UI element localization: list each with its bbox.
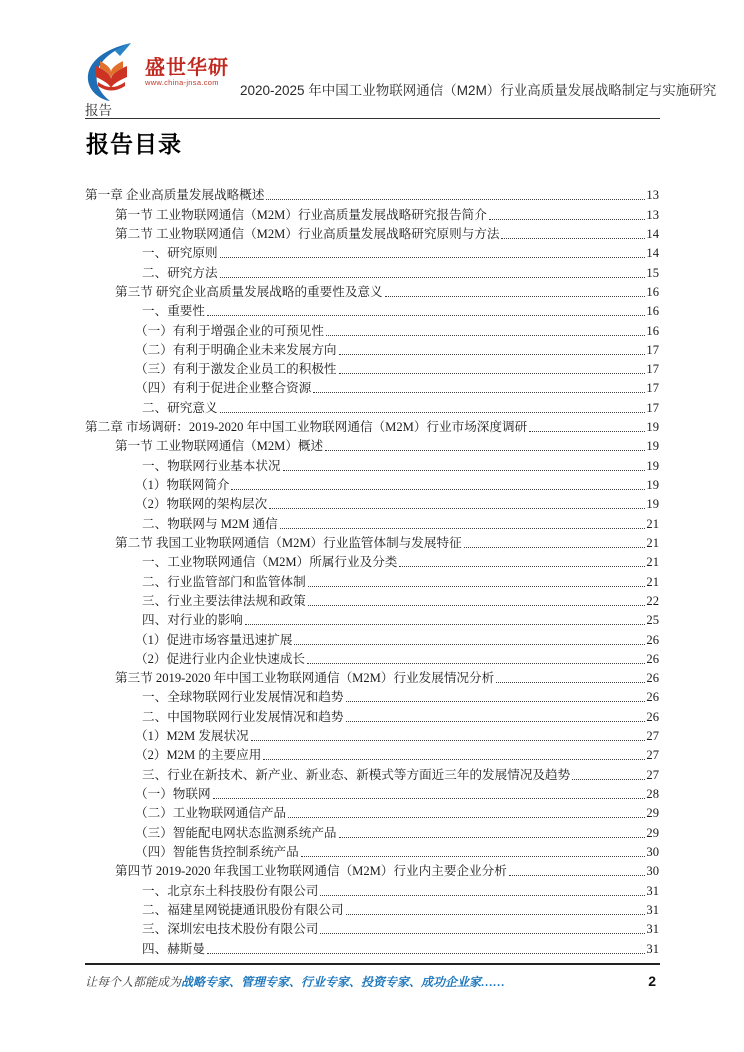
toc-entry-title: 二、物联网与 M2M 通信 <box>142 516 278 531</box>
toc-entry[interactable] <box>85 396 659 415</box>
toc-entry-title: （1）促进市场容量迅速扩展 <box>135 632 293 647</box>
toc-leader-dots <box>308 586 646 587</box>
toc-leader-dots <box>251 740 646 741</box>
toc-entry-page: 19 <box>646 420 659 435</box>
toc-leader-dots <box>346 701 646 702</box>
toc-entry[interactable] <box>85 937 659 956</box>
slogan-emphasis: 战略专家、管理专家、行业专家、投资专家、成功企业家…… <box>181 975 506 989</box>
toc-leader-dots <box>320 933 645 934</box>
toc-entry-page: 27 <box>646 729 659 744</box>
toc-entry[interactable] <box>85 879 659 898</box>
toc-entry-title: 一、重要性 <box>142 304 205 319</box>
toc-entry-title: （1）物联网简介 <box>135 478 230 492</box>
toc-entry-page: 14 <box>646 246 659 261</box>
toc-entry-title: 四、对行业的影响 <box>142 613 243 628</box>
toc-entry-title: 四、赫斯曼 <box>142 941 205 956</box>
toc-entry-page: 21 <box>646 535 659 550</box>
toc-entry-page: 17 <box>646 381 659 396</box>
footer-page-number: 2 <box>648 973 656 989</box>
report-title-line1: 2020-2025 年中国工业物联网通信（M2M）行业高质量发展战略制定与实施研究 <box>240 83 717 98</box>
footer-divider <box>85 963 660 965</box>
report-title-line2: 报告 <box>85 103 112 118</box>
toc-leader-dots <box>501 238 645 239</box>
toc-entry-title: 第三节 2019-2020 年中国工业物联网通信（M2M）行业发展情况分析 <box>115 671 495 686</box>
toc-entry-page: 21 <box>646 555 659 570</box>
toc-leader-dots <box>213 798 646 799</box>
toc-leader-dots <box>308 605 646 606</box>
toc-entry-page: 21 <box>646 516 659 531</box>
toc-entry[interactable] <box>85 551 659 570</box>
toc-entry[interactable] <box>85 184 659 203</box>
toc-entry-page: 19 <box>646 439 659 454</box>
toc-entry[interactable] <box>85 628 659 647</box>
toc-entry[interactable] <box>85 300 659 319</box>
toc-leader-dots <box>385 296 646 297</box>
toc-entry[interactable] <box>85 570 659 589</box>
toc-entry-title: （三）有利于激发企业员工的积极性 <box>135 362 337 377</box>
toc-entry-page: 26 <box>646 690 659 705</box>
toc-leader-dots <box>509 875 646 876</box>
toc-entry-title: （一）物联网 <box>135 787 211 801</box>
toc-entry-title: 二、研究方法 <box>142 265 218 280</box>
toc-entry-page: 19 <box>646 478 659 492</box>
toc-leader-dots <box>529 431 645 432</box>
toc-entry-page: 27 <box>646 767 659 782</box>
toc-entry-title: 二、研究意义 <box>142 400 218 415</box>
toc-leader-dots <box>320 895 645 896</box>
toc-entry-page: 16 <box>646 284 659 299</box>
toc-entry[interactable] <box>85 725 659 744</box>
toc-leader-dots <box>231 489 645 490</box>
toc-entry-title: 二、中国物联网行业发展情况和趋势 <box>142 709 344 724</box>
toc-entry-page: 25 <box>646 613 659 628</box>
toc-entry-title: 第三节 研究企业高质量发展战略的重要性及意义 <box>115 284 383 299</box>
toc-entry-title: （2）M2M 的主要应用 <box>135 748 262 763</box>
footer-slogan <box>85 973 505 990</box>
toc-entry-page: 26 <box>646 671 659 686</box>
page-title: 报告目录 <box>86 131 182 157</box>
toc-entry[interactable] <box>85 667 659 686</box>
toc-entry-page: 15 <box>646 265 659 280</box>
toc-entry-page: 30 <box>646 844 659 859</box>
toc-entry-page: 14 <box>646 226 659 241</box>
book-bird-logo-icon <box>84 42 140 102</box>
toc-entry-page: 28 <box>646 787 659 801</box>
toc-entry-title: （四）智能售货控制系统产品 <box>135 844 299 859</box>
toc-entry[interactable] <box>85 590 659 609</box>
toc-entry-page: 21 <box>646 574 659 589</box>
toc-leader-dots <box>266 199 645 200</box>
toc-entry-title: （2）物联网的架构层次 <box>135 497 268 512</box>
toc-entry[interactable] <box>85 532 659 551</box>
logo-name: 盛世华研 <box>145 57 229 79</box>
toc-entry-page: 13 <box>646 207 659 222</box>
toc-leader-dots <box>220 412 646 413</box>
company-logo <box>84 42 229 102</box>
toc-entry[interactable] <box>85 763 659 782</box>
toc-entry-title: 一、物联网行业基本状况 <box>142 458 281 473</box>
toc-entry-title: （四）有利于促进企业整合资源 <box>135 381 312 396</box>
toc-entry[interactable] <box>85 899 659 918</box>
toc-entry[interactable] <box>85 802 659 821</box>
slogan-prefix: 让每个人都能成为 <box>85 975 182 989</box>
toc-entry-title: （二）有利于明确企业未来发展方向 <box>135 342 337 357</box>
toc-entry[interactable] <box>85 435 659 454</box>
toc-leader-dots <box>339 354 646 355</box>
toc-entry[interactable] <box>85 744 659 763</box>
toc-entry[interactable] <box>85 474 659 493</box>
toc-entry-title: 三、行业主要法律法规和政策 <box>142 593 306 608</box>
toc-entry[interactable] <box>85 281 659 300</box>
toc-entry-page: 26 <box>646 632 659 647</box>
toc-entry-page: 16 <box>646 323 659 338</box>
toc-entry[interactable] <box>85 821 659 840</box>
toc-entry[interactable] <box>85 203 659 222</box>
toc-leader-dots <box>283 470 646 471</box>
toc-entry-page: 26 <box>646 709 659 724</box>
toc-entry-title: 第一节 工业物联网通信（M2M）行业高质量发展战略研究报告简介 <box>115 207 487 222</box>
toc-entry-page: 31 <box>646 902 659 917</box>
toc-entry[interactable] <box>85 686 659 705</box>
toc-leader-dots <box>399 566 645 567</box>
toc-entry-title: 第二节 我国工业物联网通信（M2M）行业监管体制与发展特征 <box>115 535 462 550</box>
toc-entry-page: 30 <box>646 864 659 879</box>
toc-entry-page: 29 <box>646 825 659 840</box>
toc-entry-page: 17 <box>646 342 659 357</box>
toc-entry-page: 13 <box>646 188 659 203</box>
toc-entry-title: 一、北京东土科技股份有限公司 <box>142 883 319 898</box>
toc-entry[interactable] <box>85 377 659 396</box>
toc-entry-page: 27 <box>646 748 659 763</box>
toc-leader-dots <box>220 277 646 278</box>
toc-entry-title: 二、福建星网锐捷通讯股份有限公司 <box>142 902 344 917</box>
toc-leader-dots <box>346 914 646 915</box>
toc-leader-dots <box>207 953 645 954</box>
toc-entry-page: 16 <box>646 304 659 319</box>
toc-entry-title: 二、行业监管部门和监管体制 <box>142 574 306 589</box>
toc-entry-title: 第一章 企业高质量发展战略概述 <box>85 188 265 203</box>
toc-leader-dots <box>288 817 645 818</box>
toc-leader-dots <box>346 721 646 722</box>
toc-entry-title: 第二章 市场调研：2019-2020 年中国工业物联网通信（M2M）行业市场深度调研 <box>85 420 528 435</box>
toc-entry-title: 一、全球物联网行业发展情况和趋势 <box>142 690 344 705</box>
toc-entry-page: 17 <box>646 362 659 377</box>
toc-entry[interactable] <box>85 454 659 473</box>
toc-leader-dots <box>301 856 646 857</box>
toc-entry[interactable] <box>85 223 659 242</box>
toc-entry[interactable] <box>85 319 659 338</box>
logo-text <box>145 42 229 88</box>
toc-entry-title: 三、深圳宏电技术股份有限公司 <box>142 922 319 937</box>
toc-entry-page: 31 <box>646 922 659 937</box>
toc-entry-title: （二）工业物联网通信产品 <box>135 806 287 821</box>
toc-entry[interactable] <box>85 358 659 377</box>
toc-entry[interactable] <box>85 609 659 628</box>
toc-entry-page: 19 <box>646 458 659 473</box>
toc-leader-dots <box>269 508 645 509</box>
toc-leader-dots <box>313 392 645 393</box>
toc-entry-title: 一、工业物联网通信（M2M）所属行业及分类 <box>142 555 398 570</box>
toc-leader-dots <box>464 547 646 548</box>
footer <box>85 973 656 990</box>
toc-entry[interactable] <box>85 648 659 667</box>
toc-entry-title: 三、行业在新技术、新产业、新业态、新模式等方面近三年的发展情况及趋势 <box>142 767 571 782</box>
toc-leader-dots <box>220 257 646 258</box>
toc-leader-dots <box>280 528 646 529</box>
toc-entry-page: 31 <box>646 941 659 956</box>
toc-entry[interactable] <box>85 416 659 435</box>
toc-entry[interactable] <box>85 339 659 358</box>
toc-entry[interactable] <box>85 261 659 280</box>
logo-url: www.china-jnsa.com <box>145 78 219 87</box>
header-divider <box>85 118 660 119</box>
toc-leader-dots <box>496 682 645 683</box>
toc-entry[interactable] <box>85 783 659 802</box>
toc-leader-dots <box>572 779 645 780</box>
toc-leader-dots <box>307 663 645 664</box>
toc-entry-title: （三）智能配电网状态监测系统产品 <box>135 825 337 840</box>
toc-entry[interactable] <box>85 705 659 724</box>
toc-leader-dots <box>339 373 646 374</box>
toc-entry-title: 一、研究原则 <box>142 246 218 261</box>
toc-entry-title: 第一节 工业物联网通信（M2M）概述 <box>115 439 324 454</box>
toc-entry[interactable] <box>85 242 659 261</box>
toc-leader-dots <box>294 644 645 645</box>
toc-leader-dots <box>263 759 645 760</box>
toc-entry[interactable] <box>85 918 659 937</box>
toc-entry-title: （一）有利于增强企业的可预见性 <box>135 323 324 338</box>
toc-entry-page: 17 <box>646 400 659 415</box>
toc-entry-page: 31 <box>646 883 659 898</box>
toc-leader-dots <box>339 837 646 838</box>
toc-entry-page: 26 <box>646 651 659 666</box>
toc-leader-dots <box>207 315 645 316</box>
toc-leader-dots <box>325 450 645 451</box>
toc-leader-dots <box>489 219 646 220</box>
toc-entry[interactable] <box>85 512 659 531</box>
toc-entry-page: 19 <box>646 497 659 512</box>
toc-entry-title: 第二节 工业物联网通信（M2M）行业高质量发展战略研究原则与方法 <box>115 226 500 241</box>
toc-list <box>85 184 659 957</box>
toc-entry-page: 22 <box>646 593 659 608</box>
toc-entry-title: 第四节 2019-2020 年我国工业物联网通信（M2M）行业内主要企业分析 <box>115 864 507 879</box>
toc-entry-page: 29 <box>646 806 659 821</box>
toc-entry[interactable] <box>85 493 659 512</box>
toc-entry[interactable] <box>85 860 659 879</box>
toc-entry[interactable] <box>85 841 659 860</box>
toc-leader-dots <box>245 624 646 625</box>
toc-entry-title: （2）促进行业内企业快速成长 <box>135 651 306 666</box>
toc-entry-title: （1）M2M 发展状况 <box>135 729 249 744</box>
toc-leader-dots <box>326 335 646 336</box>
